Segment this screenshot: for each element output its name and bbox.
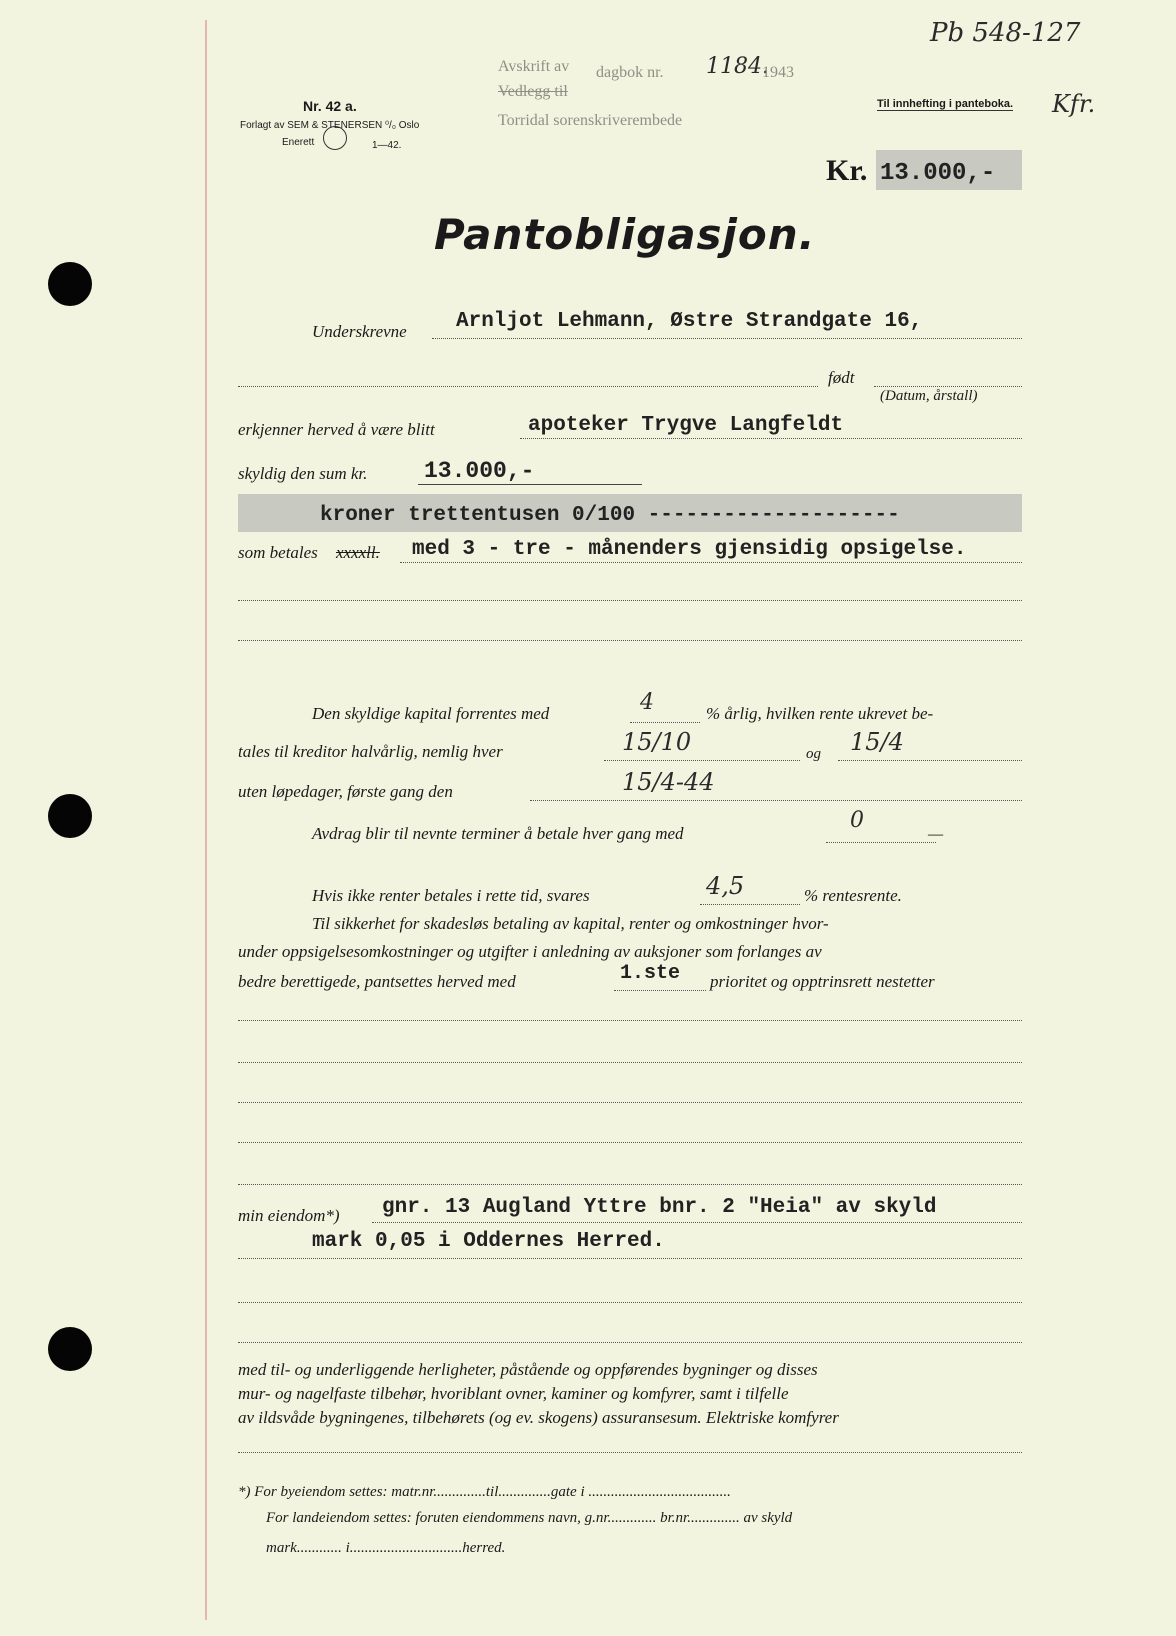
security-l2: under oppsigelsesomkostninger og utgifter i anledning av auksjoner som forlanges av xyxy=(238,942,822,961)
interest-dash: — xyxy=(928,824,944,843)
interest-line4-a: Avdrag blir til nevnte terminer å betale hver gang med xyxy=(312,824,684,843)
stamp-avskrift: Avskrift av xyxy=(498,58,570,75)
appurtenances-l1: med til- og underliggende herligheter, påstående og oppførendes bygninger og disses xyxy=(238,1360,818,1379)
words-value: kroner trettentusen 0/100 -------------------- xyxy=(320,504,900,527)
form-edition: 1—42. xyxy=(372,140,402,151)
form-number: Nr. 42 a. xyxy=(303,98,357,114)
payment-value: med 3 - tre - månenders gjensidig opsigelse. xyxy=(412,538,967,561)
born-hint: (Datum, årstall) xyxy=(880,388,978,404)
payment-line-3 xyxy=(238,640,1022,641)
form-rights: Enerett xyxy=(282,137,315,148)
interest-installment-line xyxy=(826,842,936,843)
document-title: Pantobligasjon. xyxy=(434,210,816,259)
undersigned-value: Arnljot Lehmann, Østre Strandgate 16, xyxy=(456,310,923,333)
stamp-dagbok-label: dagbok nr. xyxy=(596,64,664,81)
interest-date1-line xyxy=(604,760,800,761)
penalty-rate: 4,5 xyxy=(706,872,745,900)
amount-prefix: Kr. xyxy=(826,154,868,187)
blank-line-3 xyxy=(238,1102,1022,1103)
stamp-vedlegg: Vedlegg til xyxy=(498,83,568,100)
property-line1-rule xyxy=(372,1222,1022,1223)
blank-line-5 xyxy=(238,1184,1022,1185)
reference-number: Pb 548-127 xyxy=(930,18,1081,48)
payment-label: som betales xyxy=(238,543,318,562)
punch-hole-middle xyxy=(48,794,92,838)
interest-line2-a: tales til kreditor halvårlig, nemlig hver xyxy=(238,742,503,761)
footnote-l3: mark............ i..............................herred. xyxy=(266,1540,506,1556)
interest-og: og xyxy=(806,746,821,762)
property-line2: mark 0,05 i Oddernes Herred. xyxy=(312,1230,665,1253)
penalty-b: % rentesrente. xyxy=(804,886,902,905)
margin-line xyxy=(205,20,207,1620)
property-label: min eiendom*) xyxy=(238,1206,340,1225)
undersigned-label: Underskrevne xyxy=(312,322,407,341)
born-label: født xyxy=(828,368,855,387)
pasting-note: Til innhefting i panteboka. xyxy=(877,98,1014,110)
sum-label: skyldig den sum kr. xyxy=(238,464,368,483)
security-l1: Til sikkerhet for skadesløs betaling av kapital, renter og omkostninger hvor- xyxy=(312,914,829,933)
stamp-year: 1943 xyxy=(762,64,794,81)
interest-rate-line xyxy=(630,722,700,723)
creditor-line xyxy=(520,438,1022,439)
stamp-dagbok-number: 1184. xyxy=(706,54,769,79)
security-priority: 1.ste xyxy=(620,962,681,985)
penalty-a: Hvis ikke renter betales i rette tid, svares xyxy=(312,886,590,905)
sum-line xyxy=(418,484,642,485)
interest-date1: 15/10 xyxy=(622,728,692,756)
born-line-left xyxy=(238,386,818,387)
creditor-label: erkjenner herved å være blitt xyxy=(238,420,435,439)
property-line2-rule xyxy=(238,1258,1022,1259)
interest-rate: 4 xyxy=(640,690,654,715)
form-publisher: Forlagt av SEM & STENERSEN ⁰/₀ Oslo xyxy=(240,120,420,131)
sum-value: 13.000,- xyxy=(424,458,535,484)
creditor-value: apoteker Trygve Langfeldt xyxy=(528,414,844,437)
interest-line1-a: Den skyldige kapital forrentes med xyxy=(312,704,550,723)
payment-struck: xxxxll. xyxy=(336,543,380,562)
blank-line-6 xyxy=(238,1302,1022,1303)
interest-first-date: 15/4-44 xyxy=(622,768,715,796)
blank-line-1 xyxy=(238,1020,1022,1021)
interest-line1-b: % årlig, hvilken rente ukrevet be- xyxy=(706,704,934,723)
footnote-l1: *) For byeiendom settes: matr.nr..............til..............gate i ...................................... xyxy=(238,1484,731,1500)
interest-date2-line xyxy=(838,760,1022,761)
punch-hole-top xyxy=(48,262,92,306)
security-l3-b: prioritet og opptrinsrett nestetter xyxy=(710,972,935,991)
appurtenances-l3: av ildsvåde bygningenes, tilbehørets (og ev. skogens) assuransesum. Elektriske komfyrer xyxy=(238,1408,839,1427)
publisher-logo xyxy=(323,126,347,150)
punch-hole-bottom xyxy=(48,1327,92,1371)
appurtenances-l2: mur- og nagelfaste tilbehør, hvoriblant ovner, kaminer og komfyrer, samt i tilfelle xyxy=(238,1384,789,1403)
stamp-office: Torridal sorenskriverembede xyxy=(498,112,683,129)
blank-line-7 xyxy=(238,1342,1022,1343)
payment-line-2 xyxy=(238,600,1022,601)
amount-value: 13.000,- xyxy=(880,160,996,187)
born-line-right xyxy=(874,386,1022,387)
penalty-rate-line xyxy=(700,904,800,905)
blank-line-4 xyxy=(238,1142,1022,1143)
clerk-initials: Kfr. xyxy=(1052,90,1096,118)
security-l3-a: bedre berettigede, pantsettes herved med xyxy=(238,972,516,991)
blank-line-8 xyxy=(238,1452,1022,1453)
interest-first-date-line xyxy=(530,800,1022,801)
security-priority-line xyxy=(614,990,706,991)
interest-date2: 15/4 xyxy=(850,728,904,756)
property-line1: gnr. 13 Augland Yttre bnr. 2 "Heia" av skyld xyxy=(382,1196,937,1219)
undersigned-line xyxy=(432,338,1022,339)
payment-line-1 xyxy=(400,562,1022,563)
blank-line-2 xyxy=(238,1062,1022,1063)
interest-installment: 0 xyxy=(850,808,864,833)
footnote-l2: For landeiendom settes: foruten eiendommens navn, g.nr............. br.nr.............. av skyld xyxy=(266,1510,793,1526)
interest-line3-a: uten løpedager, første gang den xyxy=(238,782,453,801)
